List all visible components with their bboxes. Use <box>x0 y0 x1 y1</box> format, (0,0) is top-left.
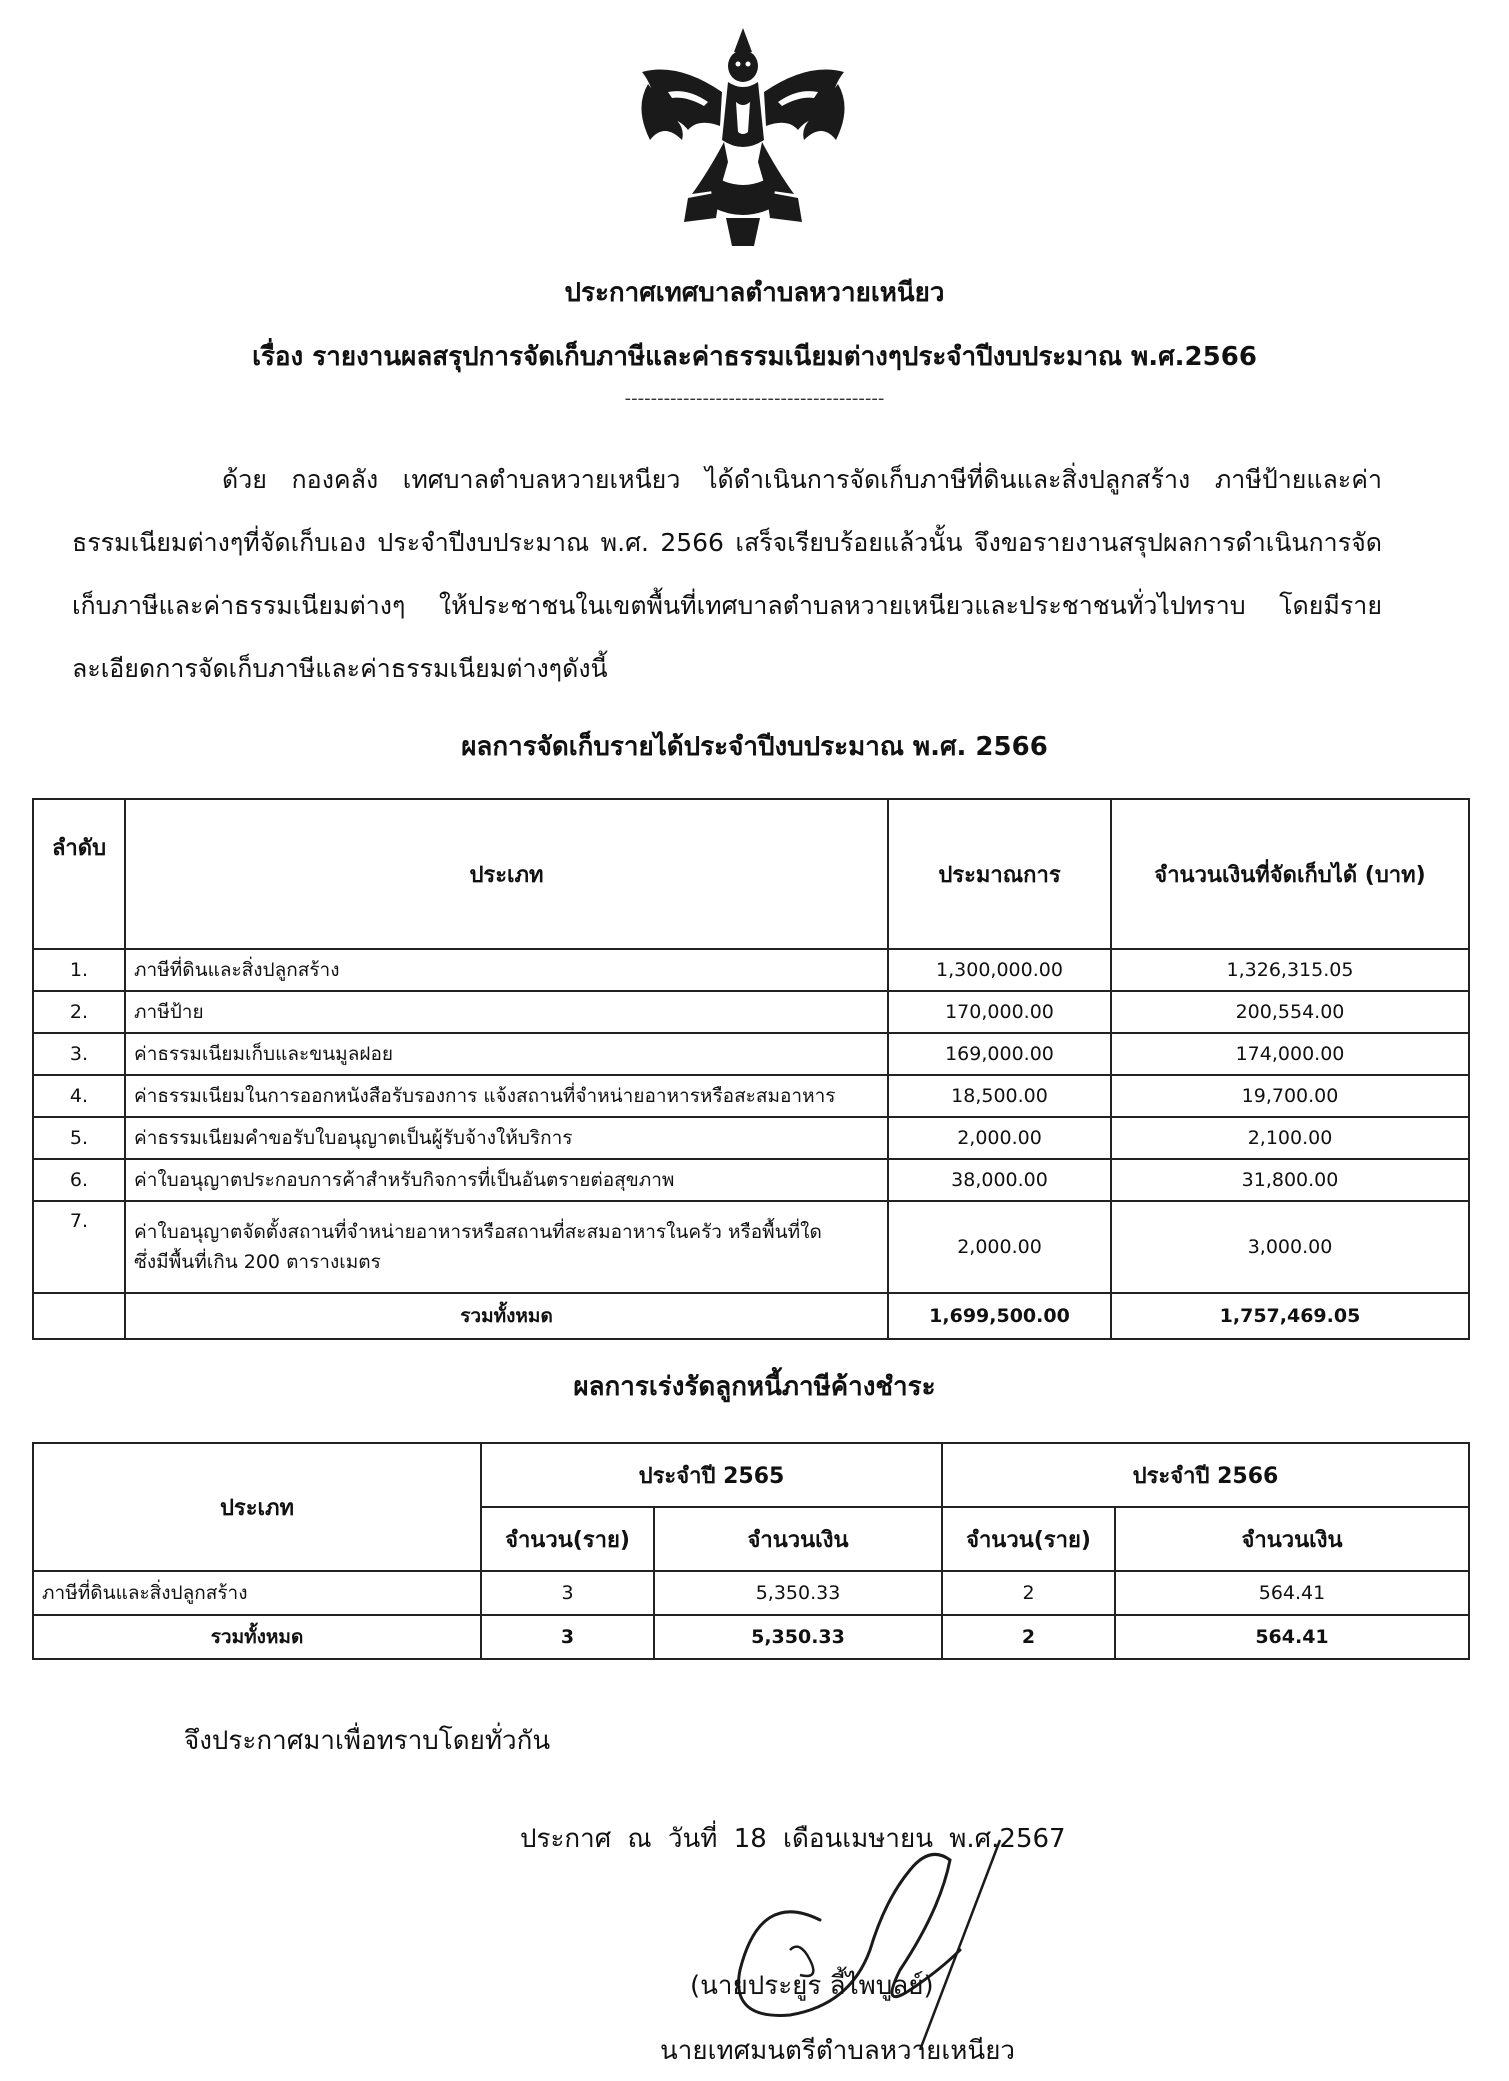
row-no: 1. <box>33 949 125 991</box>
table-row <box>33 1159 1469 1201</box>
row-estimate: 2,000.00 <box>888 1117 1111 1159</box>
col-header-year-2565: ประจำปี 2565 <box>481 1443 942 1507</box>
table-row <box>33 1201 1469 1293</box>
table-row <box>33 949 1469 991</box>
row-no: 4. <box>33 1075 125 1117</box>
body-paragraph: ด้วย กองคลัง เทศบาลตำบลหวายเหนียว ได้ดำเนินการจัดเก็บภาษีที่ดินและสิ่งปลูกสร้าง ภาษีป้ายและค่าธรรมเนียมต่างๆที่จัดเก็บเอง ประจำปีงบประมาณ พ.ศ. 2566 เสร็จเรียบร้อยแล้วนั้น จึงขอรายงานสรุปผลการดำเนินการจัดเก็บภาษีและค่าธรรมเนียมต่างๆ ให้ประชาชนในเขตพื้นที่เทศบาลตำบลหวายเหนียวและประชาชนทั่วไปทราบ โดยมีรายละเอียดการจัดเก็บภาษีและค่าธรรมเนียมต่างๆดังนี้ <box>72 465 1382 683</box>
table-header-row <box>33 799 1469 949</box>
row-type: ภาษีที่ดินและสิ่งปลูกสร้าง <box>125 949 888 991</box>
row-type: ค่าธรรมเนียมคำขอรับใบอนุญาตเป็นผู้รับจ้างให้บริการ <box>125 1117 888 1159</box>
row-count-2566: 2 <box>942 1571 1115 1615</box>
table-total-row <box>33 1615 1469 1659</box>
revenue-table-title: ผลการจัดเก็บรายได้ประจำปีงบประมาณ พ.ศ. 2566 <box>461 732 1048 762</box>
row-type: ค่าใบอนุญาตประกอบการค้าสำหรับกิจการที่เป็นอันตรายต่อสุขภาพ <box>125 1159 888 1201</box>
row-collected: 19,700.00 <box>1111 1075 1469 1117</box>
col-header-collected: จำนวนเงินที่จัดเก็บได้ (บาท) <box>1111 799 1469 949</box>
row-collected: 200,554.00 <box>1111 991 1469 1033</box>
row-no: 5. <box>33 1117 125 1159</box>
col-header-estimate: ประมาณการ <box>888 799 1111 949</box>
col-header-count-2565: จำนวน(ราย) <box>481 1507 654 1571</box>
revenue-table <box>32 798 1470 1340</box>
row-no: 7. <box>33 1201 125 1293</box>
row-type <box>125 1201 888 1293</box>
table-row <box>33 991 1469 1033</box>
row-amount-2565: 5,350.33 <box>654 1571 942 1615</box>
col-header-amount-2566: จำนวนเงิน <box>1115 1507 1469 1571</box>
total-label: รวมทั้งหมด <box>125 1293 888 1339</box>
row-estimate: 18,500.00 <box>888 1075 1111 1117</box>
row-type-line1: ค่าใบอนุญาตจัดตั้งสถานที่จำหน่ายอาหารหรือสถานที่สะสมอาหารในครัว หรือพื้นที่ใด <box>134 1221 822 1243</box>
col-header-amount-2565: จำนวนเงิน <box>654 1507 942 1571</box>
debt-table <box>32 1442 1470 1660</box>
col-header-type: ประเภท <box>33 1443 481 1571</box>
row-estimate: 170,000.00 <box>888 991 1111 1033</box>
announcement-subject: เรื่อง รายงานผลสรุปการจัดเก็บภาษีและค่าธรรมเนียมต่างๆประจำปีงบประมาณ พ.ศ.2566 <box>252 342 1257 372</box>
garuda-emblem-icon <box>628 22 858 252</box>
table-total-row <box>33 1293 1469 1339</box>
row-type: ค่าธรรมเนียมในการออกหนังสือรับรองการ แจ้งสถานที่จำหน่ายอาหารหรือสะสมอาหาร <box>125 1075 888 1117</box>
table-row <box>33 1117 1469 1159</box>
row-no: 3. <box>33 1033 125 1075</box>
row-collected: 2,100.00 <box>1111 1117 1469 1159</box>
col-header-no: ลำดับ <box>33 799 125 949</box>
row-collected: 174,000.00 <box>1111 1033 1469 1075</box>
row-type-line2: ซึ่งมีพื้นที่เกิน 200 ตารางเมตร <box>134 1251 381 1273</box>
total-collected: 1,757,469.05 <box>1111 1293 1469 1339</box>
announcement-body <box>72 448 1382 700</box>
col-header-count-2566: จำนวน(ราย) <box>942 1507 1115 1571</box>
row-collected: 31,800.00 <box>1111 1159 1469 1201</box>
total-estimate: 1,699,500.00 <box>888 1293 1111 1339</box>
total-count-2566: 2 <box>942 1615 1115 1659</box>
row-estimate: 38,000.00 <box>888 1159 1111 1201</box>
announcement-date: ประกาศ ณ วันที่ 18 เดือนเมษายน พ.ศ.2567 <box>520 1824 1066 1854</box>
debt-table-title: ผลการเร่งรัดลูกหนี้ภาษีค้างชำระ <box>573 1372 936 1402</box>
col-header-type: ประเภท <box>125 799 888 949</box>
row-estimate: 169,000.00 <box>888 1033 1111 1075</box>
table-row <box>33 1571 1469 1615</box>
handwritten-signature <box>700 1800 1020 2050</box>
row-estimate: 2,000.00 <box>888 1201 1111 1293</box>
total-amount-2565: 5,350.33 <box>654 1615 942 1659</box>
row-amount-2566: 564.41 <box>1115 1571 1469 1615</box>
row-type: ภาษีที่ดินและสิ่งปลูกสร้าง <box>33 1571 481 1615</box>
row-no: 6. <box>33 1159 125 1201</box>
closing-statement: จึงประกาศมาเพื่อทราบโดยทั่วกัน <box>184 1726 551 1756</box>
row-collected: 3,000.00 <box>1111 1201 1469 1293</box>
col-header-year-2566: ประจำปี 2566 <box>942 1443 1469 1507</box>
announcement-title: ประกาศเทศบาลตำบลหวายเหนียว <box>564 278 945 308</box>
signer-title: นายเทศมนตรีตำบลหวายเหนียว <box>660 2036 1016 2066</box>
row-count-2565: 3 <box>481 1571 654 1615</box>
row-no: 2. <box>33 991 125 1033</box>
row-type: ภาษีป้าย <box>125 991 888 1033</box>
table-row <box>33 1075 1469 1117</box>
total-count-2565: 3 <box>481 1615 654 1659</box>
total-label: รวมทั้งหมด <box>33 1615 481 1659</box>
total-amount-2566: 564.41 <box>1115 1615 1469 1659</box>
signer-name: (นายประยูร ลี้ไพบูลย์) <box>690 1971 934 2001</box>
title-separator: ---------------------------------------- <box>624 388 885 409</box>
table-row <box>33 1033 1469 1075</box>
row-type: ค่าธรรมเนียมเก็บและขนมูลฝอย <box>125 1033 888 1075</box>
total-no-empty <box>33 1293 125 1339</box>
row-collected: 1,326,315.05 <box>1111 949 1469 991</box>
row-estimate: 1,300,000.00 <box>888 949 1111 991</box>
table-header-row <box>33 1443 1469 1507</box>
